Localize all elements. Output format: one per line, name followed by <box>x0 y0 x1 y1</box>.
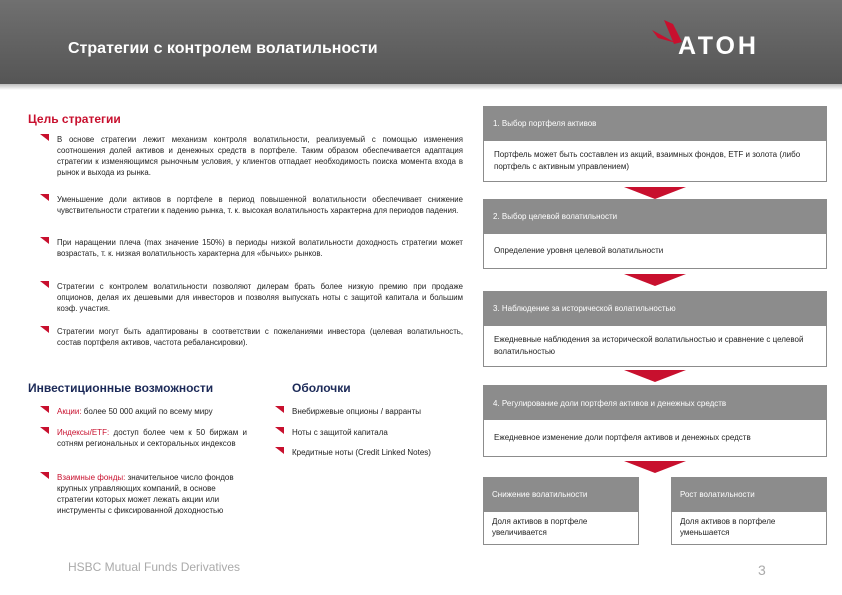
outcome-increase-title: Рост волатильности <box>680 490 755 499</box>
step-1-header <box>483 106 827 140</box>
step-4-title: 4. Регулирование доли портфеля активов и денежных средств <box>493 399 727 408</box>
invest-item-text: значительное число фондов крупных управляющих компаний, в основе стратегии которых может лежать акции или инструменты с фиксированной доходностью <box>57 473 234 515</box>
invest-item-text: доступ более чем к 50 биржам и сотням региональных и секторальных индексов <box>57 428 247 448</box>
goal-title: Цель стратегии <box>28 112 121 126</box>
invest-item-indices <box>57 427 247 449</box>
bullet-marker <box>40 134 49 141</box>
step-4-text: Ежедневное изменение доли портфеля активов и денежных средств <box>494 433 751 442</box>
step-3-title: 3. Наблюдение за исторической волатильностью <box>493 304 676 313</box>
header-bar <box>0 0 842 84</box>
invest-item-text: более 50 000 акций по всему миру <box>81 407 213 416</box>
goal-bullet-5: Стратегии могут быть адаптированы в соответствии с пожеланиями инвестора (целевая волатильность, состав портфеля активов, частота ребалансировки). <box>57 327 463 347</box>
wrapper-item: Ноты с защитой капитала <box>292 428 388 437</box>
step-1-text: Портфель может быть составлен из акций, взаимных фондов, ETF и золота (либо портфель с активным управлением) <box>494 150 801 171</box>
bullet-marker <box>40 406 49 413</box>
bullet-marker <box>275 427 284 434</box>
outcome-decrease-title: Снижение волатильности <box>492 490 588 499</box>
step-1-title: 1. Выбор портфеля активов <box>493 119 597 128</box>
wrapper-item: Кредитные ноты (Credit Linked Notes) <box>292 448 431 457</box>
step-2-header <box>483 199 827 233</box>
page-title: Стратегии с контролем волатильности <box>68 40 378 57</box>
step-3-text: Ежедневные наблюдения за исторической волатильностью и сравнение с целевой волатильностью <box>494 335 804 356</box>
aton-logo <box>652 20 792 60</box>
outcome-increase-header <box>671 477 827 511</box>
goal-bullet-3: При наращении плеча (max значение 150%) в периоды низкой волатильности доходность стратегии может возрастать, т. к. низкая волатильность характерна для «бычьих» рынков. <box>57 238 463 258</box>
invest-item-label: Индексы/ETF: <box>57 428 110 437</box>
logo-text: АТОН <box>678 32 759 60</box>
page-number: 3 <box>758 562 766 578</box>
bullet-marker <box>275 406 284 413</box>
bullet-marker <box>40 427 49 434</box>
bullet-marker <box>40 472 49 479</box>
goal-bullet-1: В основе стратегии лежит механизм контроля волатильности, реализуемый с помощью изменения соотношения долей активов и денежных средств в портфеле. Таким образом обеспечивается адаптация стратегии к изменяющимся рыночным условия, у клиентов отпадает необходимость поиска момента входа в рынок и выхода из рынка. <box>57 135 463 177</box>
header-shadow <box>0 84 842 90</box>
goal-bullet-2: Уменьшение доли активов в портфеле в период повышенной волатильности обеспечивает снижение чувствительности стратегии к падению рынка, т. к. высокая волатильность характерна для периодов падения. <box>57 195 463 215</box>
invest-item-label: Акции: <box>57 407 82 416</box>
step-2-text: Определение уровня целевой волатильности <box>494 246 664 255</box>
step-4-header <box>483 385 827 419</box>
bullet-marker <box>40 194 49 201</box>
step-2-title: 2. Выбор целевой волатильности <box>493 212 618 221</box>
step-3-body <box>483 325 827 367</box>
wrappers-title: Оболочки <box>292 381 351 395</box>
bullet-marker <box>275 447 284 454</box>
bullet-marker <box>40 326 49 333</box>
invest-item-label: Взаимные фонды: <box>57 473 126 482</box>
step-1-body <box>483 140 827 182</box>
step-2-body <box>483 233 827 269</box>
flow-arrow <box>624 461 686 473</box>
step-4-body <box>483 419 827 457</box>
outcome-decrease-body: Доля активов в портфеле увеличивается <box>483 511 639 545</box>
invest-item-funds <box>57 472 249 516</box>
flow-arrow <box>624 187 686 199</box>
invest-item-stocks <box>57 406 252 417</box>
bullet-marker <box>40 237 49 244</box>
source-note: HSBC Mutual Funds Derivatives <box>68 560 241 574</box>
goal-bullet-4: Стратегии с контролем волатильности позволяют дилерам брать более низкую премию при продаже опционов, делая их дешевыми для инвесторов и позволяя выпускать ноты с защитой капитала и большим коэф. участия. <box>57 282 463 313</box>
outcome-decrease-header <box>483 477 639 511</box>
step-3-header <box>483 291 827 325</box>
flow-arrow <box>624 370 686 382</box>
wrapper-item: Внебиржевые опционы / варранты <box>292 407 421 416</box>
bullet-marker <box>40 281 49 288</box>
outcome-increase-body: Доля активов в портфеле уменьшается <box>671 511 827 545</box>
invest-title: Инвестиционные возможности <box>28 381 214 395</box>
flow-arrow <box>624 274 686 286</box>
